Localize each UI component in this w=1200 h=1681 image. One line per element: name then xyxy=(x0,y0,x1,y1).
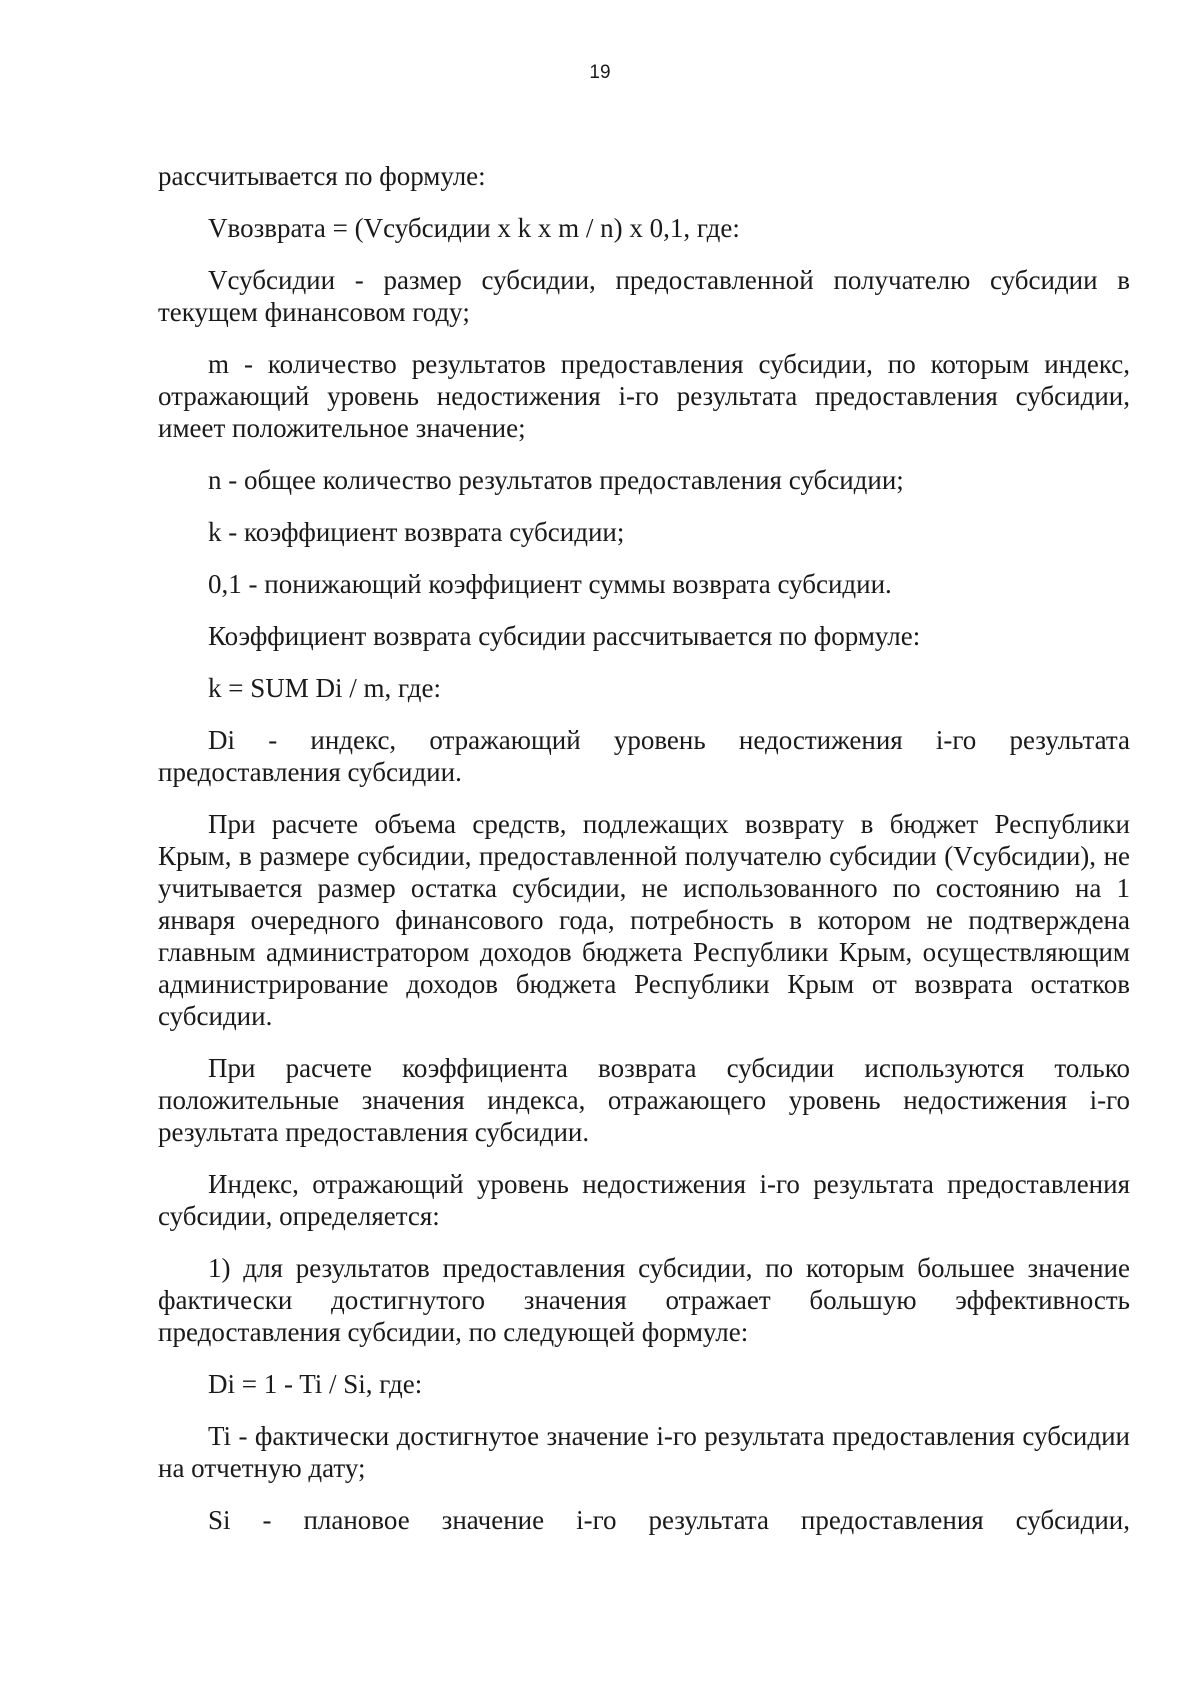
list-item-1: 1) для результатов предоставления субсидии, по которым большее значение фактически достигнутого значения отражает большую эффективность предоставления субсидии, по следующей формуле: xyxy=(158,1253,1130,1347)
paragraph-index-intro: Индекс, отражающий уровень недостижения i-го результата предоставления субсидии, определяется: xyxy=(158,1169,1130,1231)
paragraph-k-intro: Коэффициент возврата субсидии рассчитывается по формуле: xyxy=(208,621,921,651)
formula-di: Di = 1 - Ti / Si, где: xyxy=(208,1369,423,1399)
definition-di: Di - индекс, отражающий уровень недостижения i-го результата предоставления субсидии. xyxy=(158,725,1130,787)
definition-vsubsidy: Vсубсидии - размер субсидии, предоставленной получателю субсидии в текущем финансовом году; xyxy=(158,265,1130,327)
page-number: 19 xyxy=(589,62,611,83)
document-body xyxy=(158,160,1130,1556)
paragraph-calculation: При расчете объема средств, подлежащих возврату в бюджет Республики Крым, в размере субсидии, предоставленной получателю субсидии (Vсубсидии), не учитывается размер остатка субсидии, не использованного по состоянию на 1 января очередного финансового года, потребность в котором не подтверждена главным администратором доходов бюджета Республики Крым, осуществляющим администрирование доходов бюджета Республики Крым от возврата остатков субсидии. xyxy=(158,809,1130,1031)
definition-ti: Ti - фактически достигнутое значение i-го результата предоставления субсидии на отчетную дату; xyxy=(158,1421,1130,1483)
formula-vreturn: Vвозврата = (Vсубсидии x k x m / n) x 0,1, где: xyxy=(208,213,740,243)
definition-n: n - общее количество результатов предоставления субсидии; xyxy=(208,465,904,495)
paragraph-1: рассчитывается по формуле: xyxy=(158,161,486,191)
definition-m: m - количество результатов предоставления субсидии, по которым индекс, отражающий уровень недостижения i-го результата предоставления субсидии, имеет положительное значение; xyxy=(158,349,1130,443)
paragraph-positive-values: При расчете коэффициента возврата субсидии используются только положительные значения индекса, отражающего уровень недостижения i-го результата предоставления субсидии. xyxy=(158,1053,1130,1147)
definition-si: Si - плановое значение i-го результата предоставления субсидии, xyxy=(208,1505,1130,1535)
definition-coefficient: 0,1 - понижающий коэффициент суммы возврата субсидии. xyxy=(208,569,892,599)
definition-k: k - коэффициент возврата субсидии; xyxy=(208,517,625,547)
formula-k: k = SUM Di / m, где: xyxy=(208,673,441,703)
